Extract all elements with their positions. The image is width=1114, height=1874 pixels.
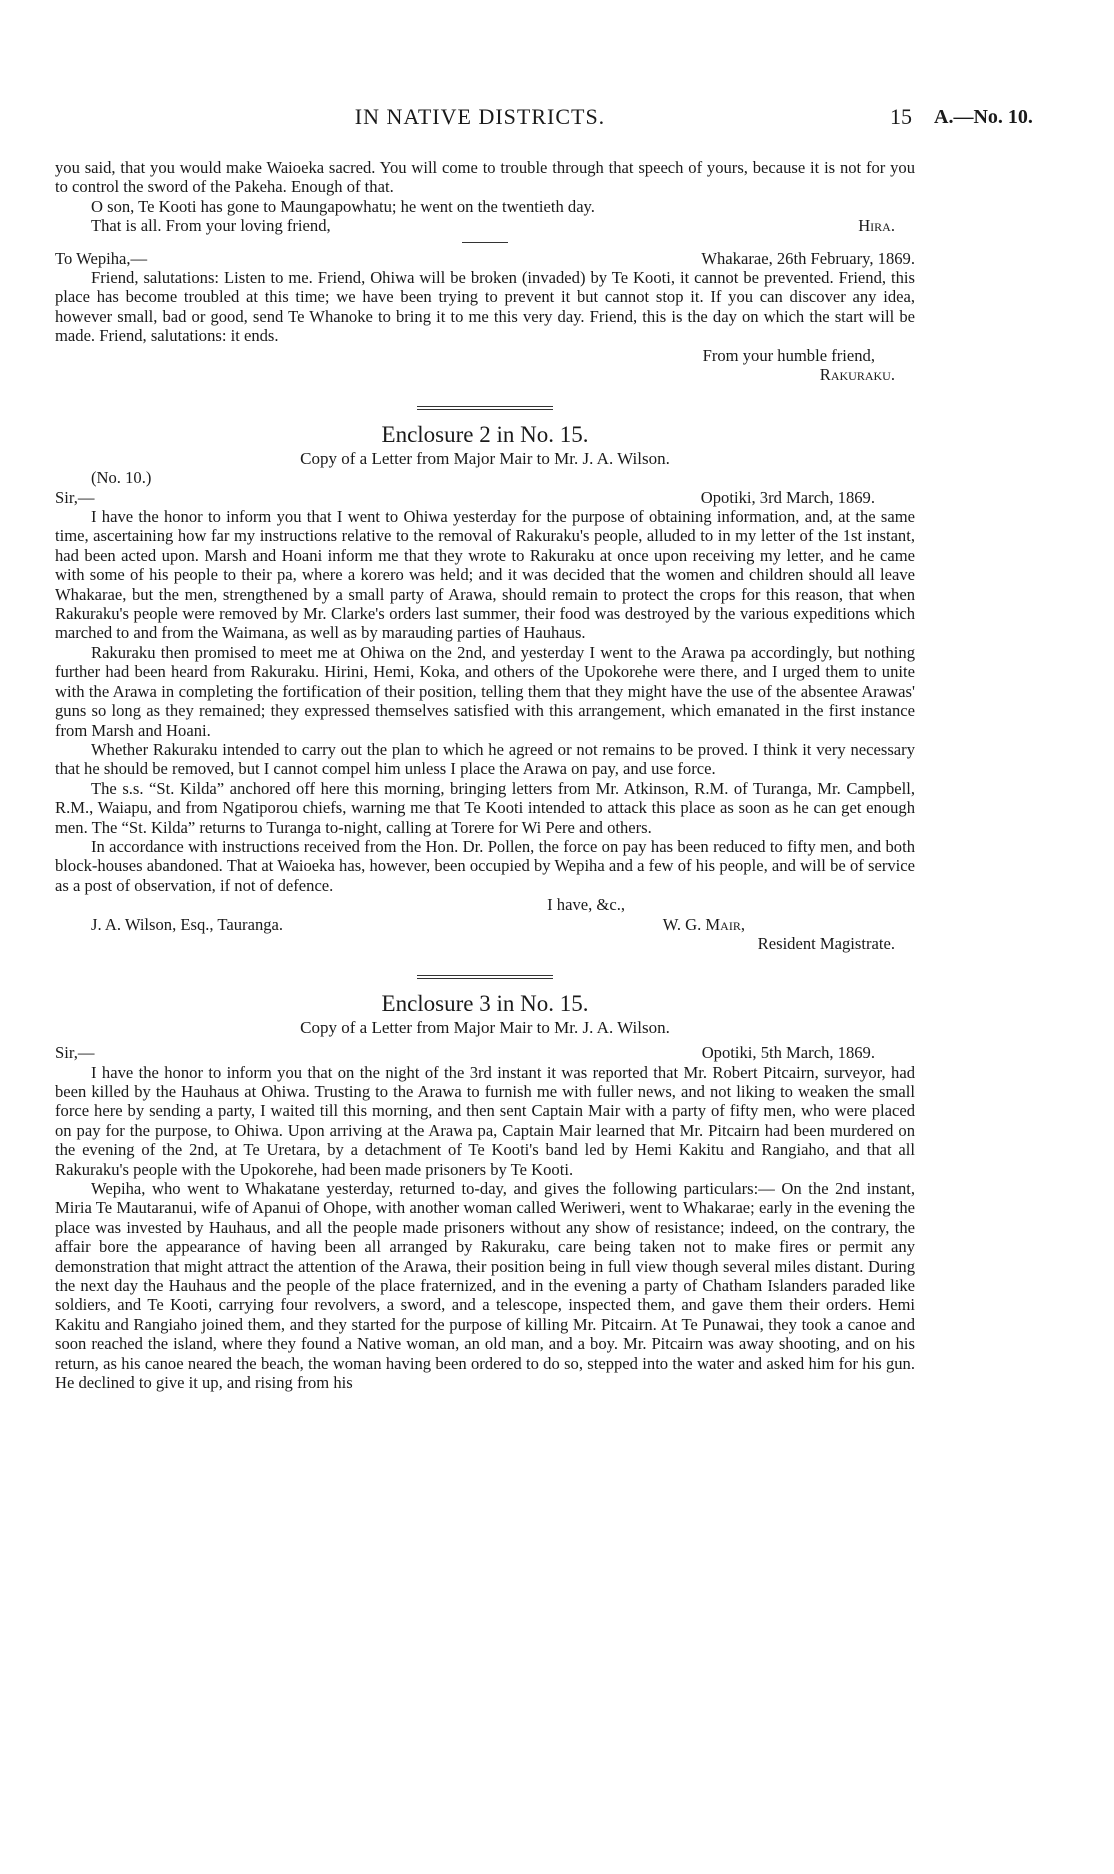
enclosure-3-letter-header bbox=[55, 1043, 915, 1062]
enclosure-3-heading: Enclosure 3 in No. 15. bbox=[381, 991, 589, 1017]
wepiha-closing: From your humble friend, bbox=[702, 345, 875, 365]
enclosure-2-closing: I have, &c., bbox=[547, 895, 625, 915]
enclosure-3-place-date: Opotiki, 5th March, 1869. bbox=[701, 1043, 875, 1063]
enclosure-2-heading: Enclosure 2 in No. 15. bbox=[381, 422, 589, 448]
page-number: 15 bbox=[890, 104, 912, 129]
top-letter-closing: That is all. From your loving friend, bbox=[91, 216, 331, 236]
enclosure-2-paragraph: The s.s. “St. Kilda” anchored off here this morning, bringing letters from Mr. Atkinson, R.M. of Turanga, Mr. Campbell, R.M., Waiapu, and from Ngatiporou chiefs, warning me that Te Kooti intended to attack this place as soon as he can get enough men. The “St. Kilda” returns to Turanga to-night, calling at Torere for Wi Pere and others. bbox=[55, 778, 915, 837]
enclosure-3-subheading: Copy of a Letter from Major Mair to Mr. J. A. Wilson. bbox=[300, 1017, 670, 1037]
top-letter-signoff bbox=[55, 216, 915, 235]
enclosure-2-signoff bbox=[55, 915, 915, 934]
enclosure-2-signature: W. G. Mair, bbox=[662, 914, 745, 934]
enclosure-2-signatory-title: Resident Magistrate. bbox=[757, 933, 895, 953]
wepiha-place-date: Whakarae, 26th February, 1869. bbox=[701, 248, 915, 268]
document-reference: A.—No. 10. bbox=[934, 106, 1033, 128]
main-column bbox=[55, 158, 915, 1392]
enclosure-2-paragraph: Whether Rakuraku intended to carry out the plan to which he agreed or not remains to be proved. I think it very necessary that he should be removed, but I cannot compel him unless I place the Arawa on pay, and use force. bbox=[55, 739, 915, 779]
enclosure-2-place-date: Opotiki, 3rd March, 1869. bbox=[700, 487, 875, 507]
enclosure-2-salutation: Sir,— bbox=[55, 487, 95, 507]
enclosure-2-paragraph: In accordance with instructions received from the Hon. Dr. Pollen, the force on pay has been reduced to fifty men, and both block-houses abandoned. That at Waioeka has, however, been occupied by Wepiha and a few of his people, and will be of service as a post of observation, if not of defence. bbox=[55, 836, 915, 895]
section-rule bbox=[417, 406, 553, 407]
wepiha-letter-body: Friend, salutations: Listen to me. Friend, Ohiwa will be broken (invaded) by Te Kooti, it cannot be prevented. Friend, this place has become troubled at this time; we have been trying to prevent it but cannot stop it. If you can discover any idea, however small, bad or good, send Te Whanoke to bring it to me this very day. Friend, this is the day on which the start will be made. Friend, salutations: it ends. bbox=[55, 268, 915, 346]
top-letter-paragraph: O son, Te Kooti has gone to Maungapowhatu; he went on the twentieth day. bbox=[91, 196, 595, 216]
wepiha-letter bbox=[55, 249, 915, 385]
enclosure-3 bbox=[55, 991, 915, 1393]
enclosure-3-paragraph: I have the honor to inform you that on the night of the 3rd instant it was reported that Mr. Robert Pitcairn, surveyor, had been killed by the Hauhaus at Ohiwa. Trusting to the Arawa to furnish me with fuller news, and not liking to weaken the small force here by sending a party, I waited till this morning, and then sent Captain Mair with a party of fifty men, who were placed on pay for the purpose, to Ohiwa. Upon arriving at the Arawa pa, Captain Mair learned that Mr. Pitcairn had been murdered on the evening of the 2nd, at Te Uretara, by a detachment of Te Kooti's band led by Hemi Kakitu and Rangiaho, and that all Rakuraku's people with the Upokorehe, had been made prisoners by Te Kooti. bbox=[55, 1062, 915, 1179]
enclosure-2-addressee: J. A. Wilson, Esq., Tauranga. bbox=[91, 914, 284, 934]
enclosure-3-paragraph: Wepiha, who went to Whakatane yesterday, returned to-day, and gives the following particulars:— On the 2nd instant, Miria Te Mautaranui, wife of Apanui of Ohope, with another woman called Weriweri, went to Whakarae; early in the evening the place was invested by Hauhaus, and all the people made prisoners without any show of resistance; indeed, on the contrary, the affair bore the appearance of having been all arranged by Rakuraku, care being taken not to make fires or permit any demonstration that might attract the attention of the Arawa, their position being in full view though several miles distant. During the next day the Hauhaus and the people of the place fraternized, and in the evening a party of Chatham Islanders paraded like soldiers, and Te Kooti, carrying four revolvers, a sword, and a telescope, inspected them, and gave them their orders. Hemi Kakitu and Rangiaho joined them, and they started for the purpose of killing Mr. Pitcairn. At Te Punawai, they took a canoe and soon reached the island, where they found a Native woman, an old man, and a boy. Mr. Pitcairn was away shooting, and on his return, as his canoe neared the beach, the woman having been ordered to do so, stepped into the water and asked him for his gun. He declined to give it up, and rising from his bbox=[55, 1179, 915, 1393]
top-letter-signature: Hira. bbox=[858, 216, 895, 236]
enclosure-2-subheading: Copy of a Letter from Major Mair to Mr. J. A. Wilson. bbox=[300, 448, 670, 468]
enclosure-2 bbox=[55, 422, 915, 953]
wepiha-letter-header bbox=[55, 249, 915, 268]
enclosure-2-paragraph: Rakuraku then promised to meet me at Ohiwa on the 2nd, and yesterday I went to the Arawa pa accordingly, but nothing further had been heard from Rakuraku. Hirini, Hemi, Koka, and others of the Upokorehe were there, and I urged them to unite with the Arawa in completing the fortification of their position, telling them that they might have the use of the absentee Arawas' guns so long as they remained; they expressed themselves satisfied with this arrangement, which emanated in the first instance from Marsh and Hoani. bbox=[55, 642, 915, 740]
separator-rule bbox=[462, 242, 508, 243]
section-rule bbox=[417, 975, 553, 976]
top-letter bbox=[55, 158, 915, 236]
enclosure-2-number: (No. 10.) bbox=[91, 468, 152, 488]
wepiha-signature: Rakuraku. bbox=[819, 365, 895, 385]
enclosure-2-letter-header bbox=[55, 488, 915, 507]
wepiha-salutation: To Wepiha,— bbox=[55, 248, 148, 268]
running-header bbox=[0, 104, 1114, 134]
page-title: IN NATIVE DISTRICTS. bbox=[354, 104, 606, 129]
enclosure-3-salutation: Sir,— bbox=[55, 1043, 95, 1063]
top-letter-paragraph: you said, that you would make Waioeka sacred. You will come to trouble through that speech of yours, because it is not for you to control the sword of the Pakeha. Enough of that. bbox=[55, 158, 915, 197]
enclosure-2-paragraph: I have the honor to inform you that I went to Ohiwa yesterday for the purpose of obtaining information, and, at the same time, ascertaining how far my instructions relative to the removal of Rakuraku's people, alluded to in my letter of the 1st instant, had been acted upon. Marsh and Hoani inform me that they wrote to Rakuraku at once upon receiving my letter, and he came with some of his people to their pa, where a korero was held; and it was decided that the women and children should all leave Whakarae, but the men, strengthened by a small party of Arawa, should remain to protect the crops for this reason, that when Rakuraku's people were removed by Mr. Clarke's orders last summer, their food was destroyed by the various expeditions which marched to and from the Waimana, as well as by marauding parties of Hauhaus. bbox=[55, 507, 915, 643]
